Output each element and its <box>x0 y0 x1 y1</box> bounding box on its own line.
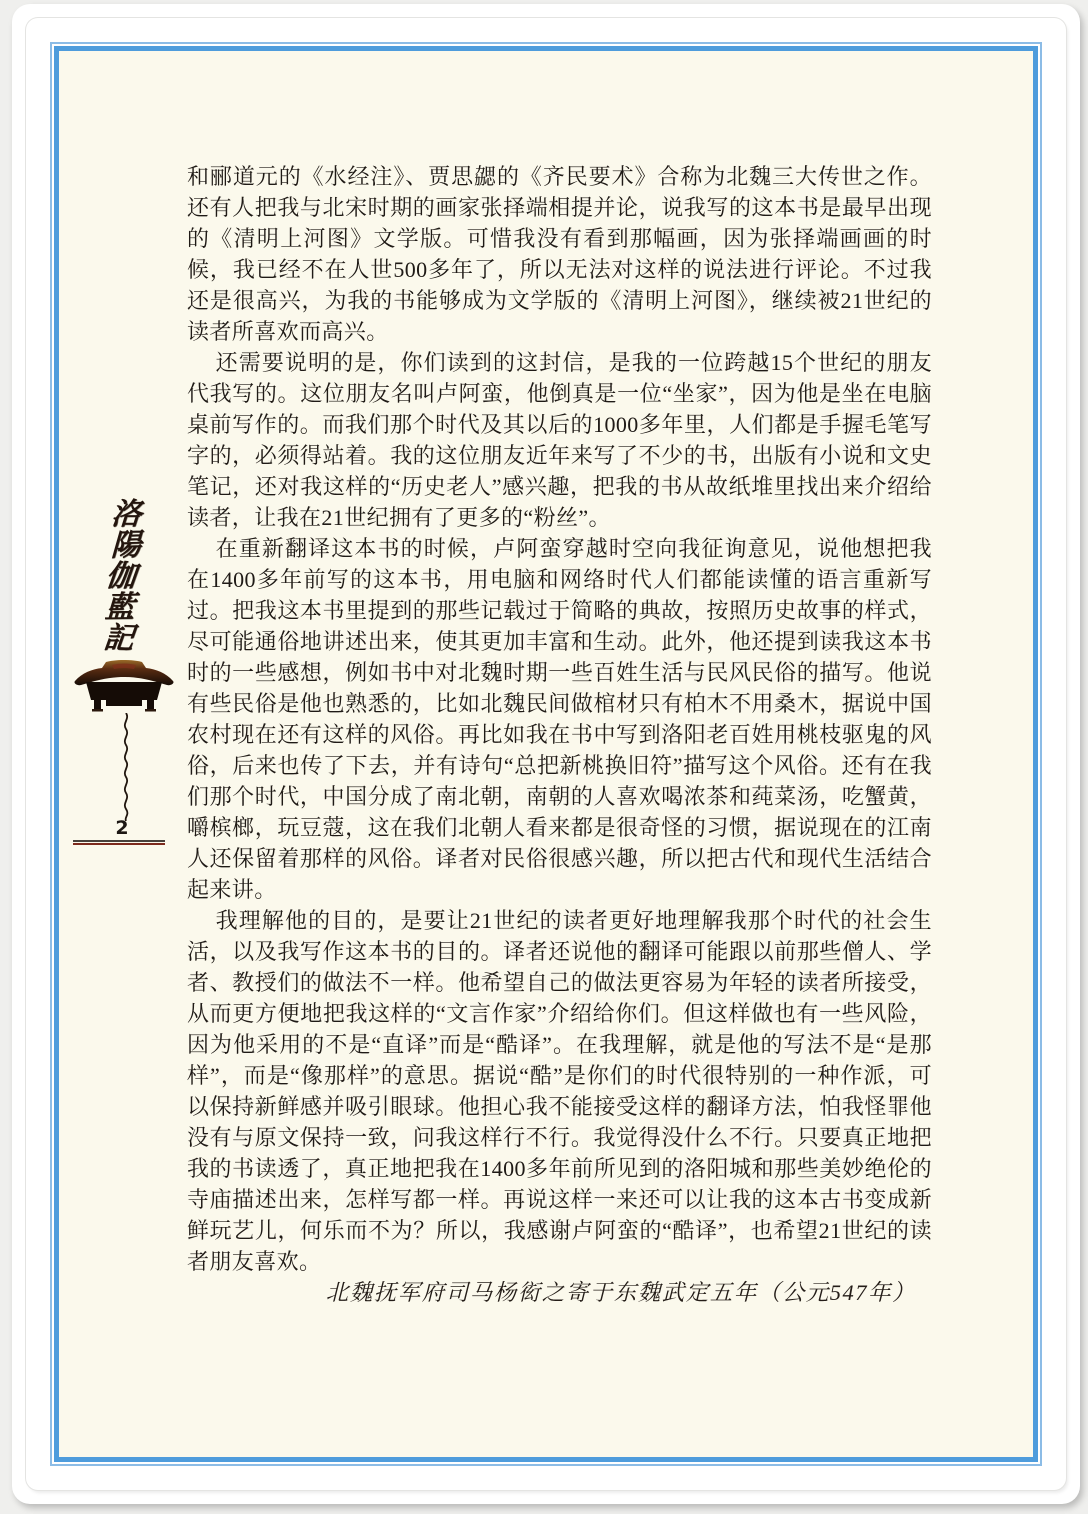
letter-body <box>187 161 932 1308</box>
title-char: 陽 <box>110 527 142 564</box>
wavy-tassel-icon <box>120 713 132 821</box>
title-char: 記 <box>101 620 136 657</box>
spine-sidebar <box>59 51 189 1457</box>
page-paper <box>59 51 1033 1457</box>
title-char: 洛 <box>110 497 143 532</box>
title-char: 藍 <box>103 589 136 626</box>
paragraph: 在重新翻译这本书的时候，卢阿蛮穿越时空向我征询意见，说他想把我在1400多年前写的这本书，用电脑和网络时代人们都能读懂的语言重新写过。把我这本书里提到的那些记载过于简略的典故，按照历史故事的样式，尽可能通俗地讲述出来，使其更加丰富和生动。此外，他还提到读我这本书时的一些感想，例如书中对北魏时期一些百姓生活与民风民俗的描写。他说有些民俗是他也熟悉的，比如北魏民间做棺材只有柏木不用桑木，据说中国农村现在还有这样的风俗。再比如我在书中写到洛阳老百姓用桃枝驱鬼的风俗，后来也传了下去，并有诗句“总把新桃换旧符”描写这个风俗。还有在我们那个时代，中国分成了南北朝，南朝的人喜欢喝浓茶和莼菜汤，吃蟹黄，嚼槟榔，玩豆蔻，这在我们北朝人看来都是很奇怪的习惯，据说现在的江南人还保留着那样的风俗。译者对民俗很感兴趣，所以把古代和现代生活结合起来讲。 <box>187 536 932 902</box>
rule-bottom-line <box>73 843 165 846</box>
paragraph: 和郦道元的《水经注》、贾思勰的《齐民要术》合称为北魏三大传世之作。还有人把我与北宋时期的画家张择端相提并论，说我写的这本书是最早出现的《清明上河图》文学版。可惜我没有看到那幅画，因为张择端画画的时候，我已经不在人世500多年了，所以无法对这样的说法进行评论。不过我还是很高兴，为我的书能够成为文学版的《清明上河图》，继续被21世纪的读者所喜欢而高兴。 <box>187 164 932 344</box>
page-inner-sheet <box>26 18 1066 1490</box>
page-number: 2 <box>115 817 129 839</box>
title-char: 伽 <box>104 558 138 595</box>
inner-blue-border <box>54 46 1038 1462</box>
outer-blue-border <box>50 42 1042 1466</box>
book-title-vertical <box>101 497 143 657</box>
signature-line: 北魏抚军府司马杨衒之寄于东魏武定五年（公元547年） <box>325 1280 916 1305</box>
book-page <box>12 4 1080 1504</box>
double-rule <box>73 840 165 845</box>
paragraph: 还需要说明的是，你们读到的这封信，是我的一位跨越15个世纪的朋友代我写的。这位朋友名叫卢阿蛮，他倒真是一位“坐家”，因为他是坐在电脑桌前写作的。而我们那个时代及其以后的1000多年里，人们都是手握毛笔写字的，必须得站着。我的这位朋友近年来写了不少的书，出版有小说和文史笔记，还对我这样的“历史老人”感兴趣，把我的书从故纸堆里找出来介绍给读者，让我在21世纪拥有了更多的“粉丝”。 <box>187 350 932 530</box>
paragraph: 我理解他的目的，是要让21世纪的读者更好地理解我那个时代的社会生活，以及我写作这本书的目的。译者还说他的翻译可能跟以前那些僧人、学者、教授们的做法不一样。他希望自己的做法更容易为年轻的读者所接受，从而更方便地把我这样的“文言作家”介绍给你们。但这样做也有一些风险，因为他采用的不是“直译”而是“酷译”。在我理解，就是他的写法不是“是那样”，而是“像那样”的意思。据说“酷”是你们的时代很特别的一种作派，可以保持新鲜感并吸引眼球。他担心我不能接受这样的翻译方法，怕我怪罪他没有与原文保持一致，问我这样行不行。我觉得没什么不行。只要真正地把我的书读透了，真正地把我在1400多年前所见到的洛阳城和那些美妙绝伦的寺庙描述出来，怎样写都一样。再说这样一来还可以让我的这本古书变成新鲜玩艺儿，何乐而不为？所以，我感谢卢阿蛮的“酷译”，也希望21世纪的读者朋友喜欢。 <box>187 908 932 1274</box>
temple-roof-icon <box>72 658 176 714</box>
